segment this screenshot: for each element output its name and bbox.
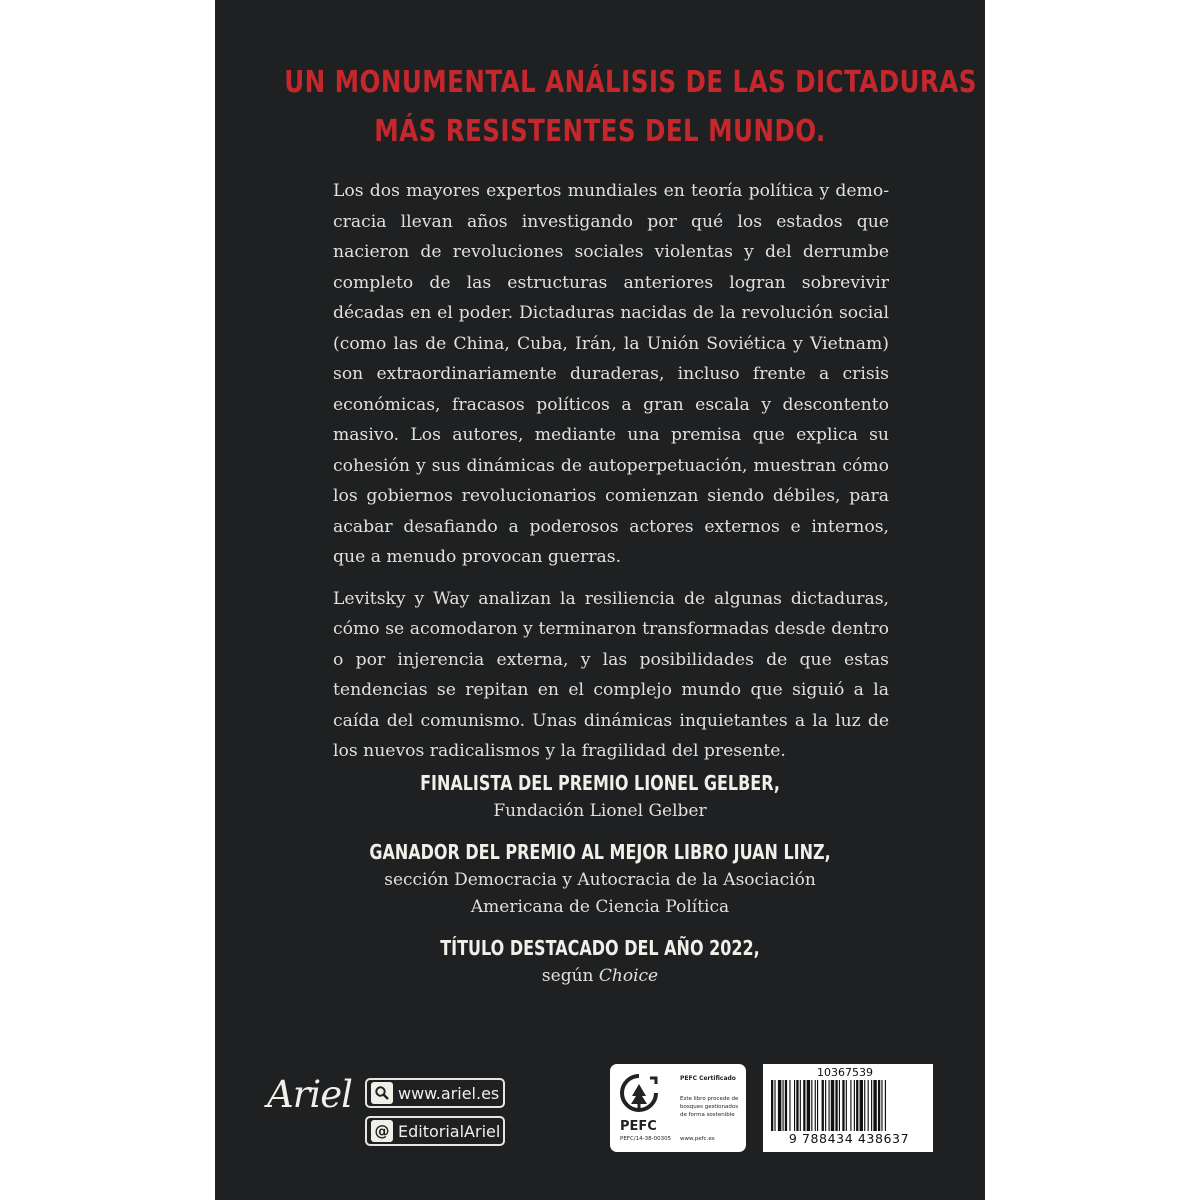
barcode [763,1064,933,1152]
pefc-description: Este libro procede de bosques gestionados de forma sostenible [680,1096,739,1118]
social-link[interactable] [365,1116,505,1146]
award-item [215,933,985,990]
search-icon [371,1082,393,1104]
barcode-internal-number: 10367539 [817,1066,873,1079]
headline-line-2: MÁS RESISTENTES DEL MUNDO. [374,114,826,149]
synopsis [333,176,889,778]
publisher-logo: Ariel [267,1073,352,1116]
synopsis-paragraph-1: Los dos mayores expertos mundiales en teoría política y democracia llevan años investigando por qué los estados que nacieron de revoluciones sociales violentas y del derrumbe completo de las estructuras anteriores logran sobrevivir décadas en el poder. Dictaduras nacidas de la revolución social (como las de China, Cuba, Irán, la Unión Soviética y Vietnam) son extraordinariamente duraderas, incluso frente a crisis económicas, fracasos políticos a gran escala y descontento masivo. Los autores, mediante una premisa que explica su cohesión y sus dinámicas de autoperpetuación, muestran cómo los gobiernos revolucionarios comienzan siendo débiles, para acabar desafiando a poderosos actores externos e internos, que a menudo provocan guerras. [333,181,889,567]
website-label: www.ariel.es [398,1083,500,1103]
award-subtitle [215,963,985,990]
award-subtitle-prefix: según [541,966,599,986]
award-title: GANADOR DEL PREMIO AL MEJOR LIBRO JUAN LINZ, [369,840,831,864]
back-cover [215,0,985,1200]
pefc-url: www.pefc.es [680,1136,715,1142]
pefc-tree-logo-icon [620,1074,658,1118]
award-subtitle-line-2: Americana de Ciencia Política [470,897,730,917]
award-subtitle-source: Choice [598,966,659,986]
at-icon: @ [371,1120,393,1142]
pefc-certified: PEFC Certificado [680,1075,736,1082]
awards-list [215,768,985,1002]
barcode-bars-icon [767,1080,929,1136]
award-subtitle: sección Democracia y Autocracia de la Asociación [384,870,816,890]
headline [284,58,977,156]
award-item [215,768,985,825]
barcode-isbn: 9 788434 438637 [766,1131,932,1146]
headline-line-1: UN MONUMENTAL ANÁLISIS DE LAS DICTADURAS [284,65,977,100]
synopsis-paragraph-2: Levitsky y Way analizan la resiliencia de algunas dictaduras, cómo se acomodaron y terminaron transformadas desde dentro o por injerencia externa, y las posibilidades de que estas tendencias se repitan en el complejo mundo que siguió a la caída del comunismo. Unas dinámicas inquietantes a la luz de los nuevos radicalismos y la fragilidad del presente. [333,588,889,761]
award-subtitle: Fundación Lionel Gelber [493,801,707,821]
social-label: EditorialAriel [398,1121,501,1141]
award-title: TÍTULO DESTACADO DEL AÑO 2022, [440,936,760,960]
pefc-name: PEFC [620,1119,657,1134]
award-item [215,837,985,921]
pefc-code: PEFC/14-38-00305 [620,1136,672,1142]
pefc-label [610,1064,746,1152]
website-link[interactable] [365,1078,505,1108]
award-title: FINALISTA DEL PREMIO LIONEL GELBER, [420,771,780,795]
